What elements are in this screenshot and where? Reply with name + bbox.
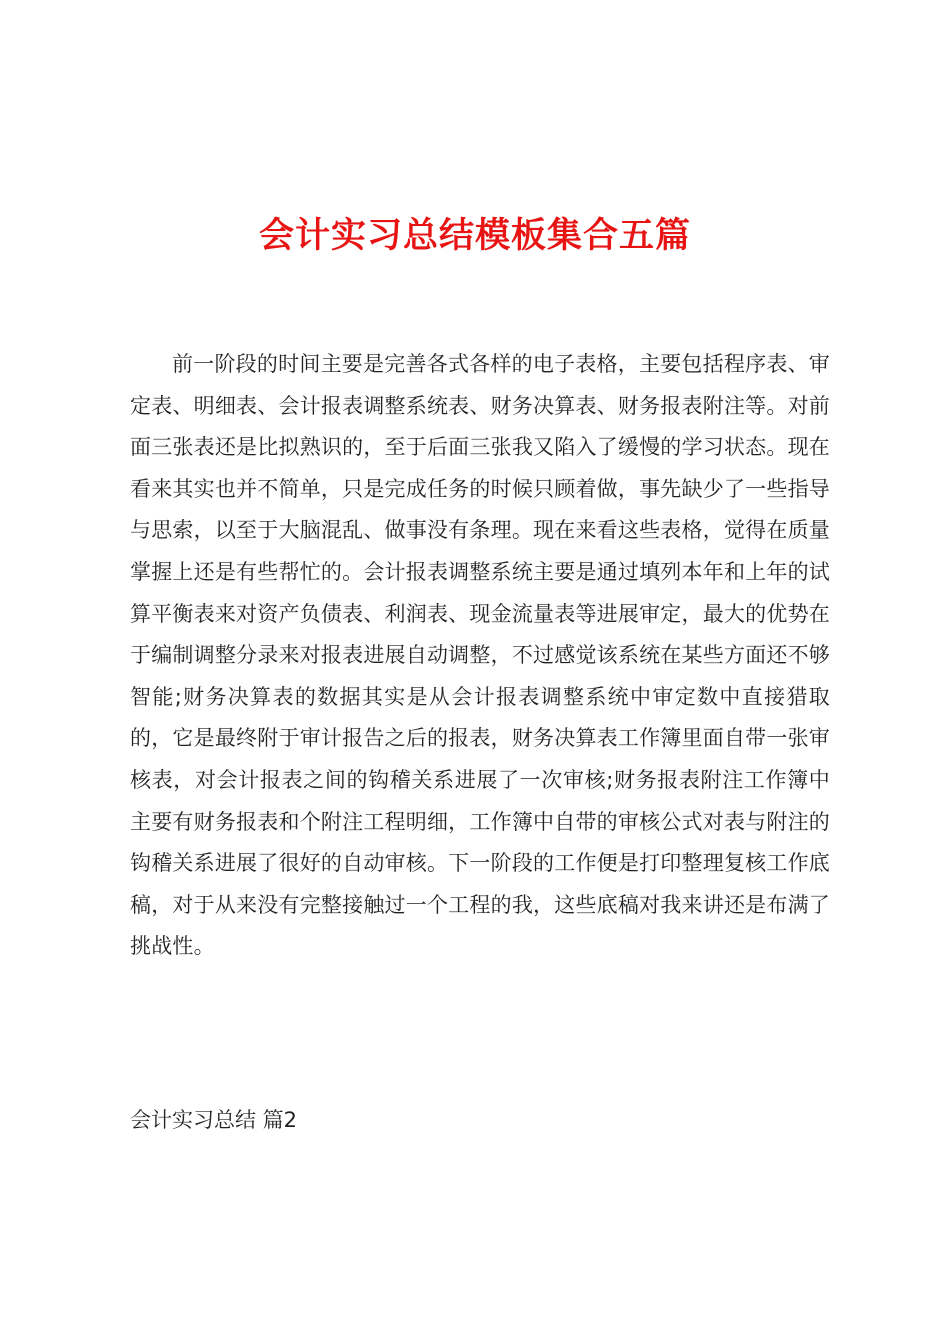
- document-body: [130, 344, 830, 968]
- body-paragraph: 前一阶段的时间主要是完善各式各样的电子表格，主要包括程序表、审定表、明细表、会计报表调整系统表、财务决算表、财务报表附注等。对前面三张表还是比拟熟识的，至于后面三张我又陷入了缓慢的学习状态。现在看来其实也并不简单，只是完成任务的时候只顾着做，事先缺少了一些指导与思索，以至于大脑混乱、做事没有条理。现在来看这些表格，觉得在质量掌握上还是有些帮忙的。会计报表调整系统主要是通过填列本年和上年的试算平衡表来对资产负债表、利润表、现金流量表等进展审定，最大的优势在于编制调整分录来对报表进展自动调整，不过感觉该系统在某些方面还不够智能;财务决算表的数据其实是从会计报表调整系统中审定数中直接猎取的，它是最终附于审计报告之后的报表，财务决算表工作簿里面自带一张审核表，对会计报表之间的钩稽关系进展了一次审核;财务报表附注工作簿中主要有财务报表和个附注工程明细，工作簿中自带的审核公式对表与附注的钩稽关系进展了很好的自动审核。下一阶段的工作便是打印整理复核工作底稿，对于从来没有完整接触过一个工程的我，这些底稿对我来讲还是布满了挑战性。: [130, 352, 830, 959]
- section-heading: 会计实习总结 篇2: [130, 1108, 298, 1132]
- document-title: 会计实习总结模板集合五篇: [258, 215, 691, 256]
